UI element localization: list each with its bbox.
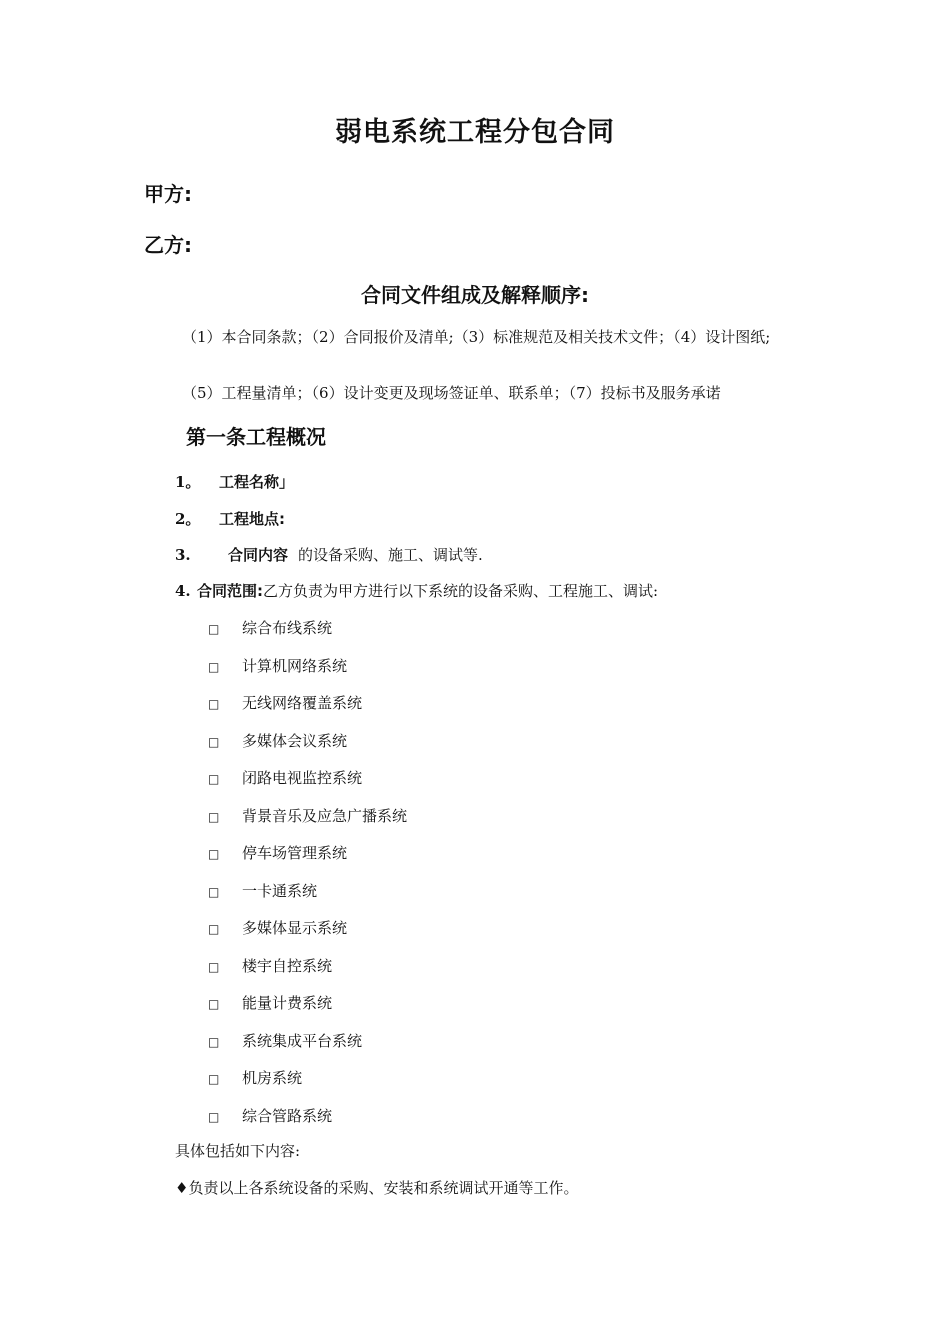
system-name: 楼宇自控系统	[242, 956, 333, 975]
system-name: 无线网络覆盖系统	[242, 694, 363, 712]
system-name: 计算机网络系统	[242, 656, 348, 675]
specifics-intro: 具体包括如下内容:	[175, 1142, 301, 1160]
system-name: 一卡通系统	[242, 881, 318, 900]
item-number: 3.	[175, 546, 191, 564]
system-list-item	[208, 842, 347, 863]
contract-documents-heading: 合同文件组成及解释顺序:	[361, 283, 589, 307]
checkbox-icon: □	[208, 847, 220, 861]
system-name: 能量计费系统	[242, 994, 333, 1012]
document-title: 弱电系统工程分包合同	[335, 117, 615, 148]
system-name: 多媒体会议系统	[242, 731, 348, 750]
party-a-label: 甲方:	[144, 182, 192, 206]
overview-item-project-name	[175, 471, 294, 492]
specifics-bullet: ♦负责以上各系统设备的采购、安装和系统调试开通等工作。	[175, 1179, 579, 1197]
item-label: 合同范围:	[197, 582, 263, 600]
item-number: 4.	[175, 582, 191, 600]
system-name: 综合管路系统	[242, 1106, 333, 1125]
contract-documents-paragraph-2: （5）工程量清单；（6）设计变更及现场签证单、联系单；（7）投标书及服务承诺	[182, 384, 721, 402]
checkbox-icon: □	[208, 997, 220, 1011]
system-list-item	[208, 955, 332, 976]
checkbox-icon: □	[208, 772, 220, 786]
contract-documents-paragraph-1: （1）本合同条款；（2）合同报价及清单;（3）标准规范及相关技术文件；（4）设计图纸;	[182, 328, 771, 346]
item-label: 工程名称」	[219, 473, 295, 491]
checkbox-icon: □	[208, 1109, 220, 1124]
checkbox-icon: □	[208, 734, 220, 749]
item-text: 乙方负责为甲方进行以下系统的设备采购、工程施工、调试:	[263, 582, 659, 600]
checkbox-icon: □	[208, 622, 220, 636]
item-number: 2。	[175, 510, 201, 528]
system-name: 闭路电视监控系统	[242, 769, 363, 787]
checkbox-icon: □	[208, 959, 220, 974]
overview-item-contract-content	[175, 544, 483, 565]
checkbox-icon: □	[208, 659, 220, 674]
system-list-item	[208, 992, 332, 1013]
system-list-item	[208, 805, 407, 826]
system-list-item	[208, 617, 332, 638]
system-list-item	[208, 917, 347, 938]
system-name: 背景音乐及应急广播系统	[242, 806, 408, 825]
checkbox-icon: □	[208, 809, 220, 824]
system-name: 系统集成平台系统	[242, 1031, 363, 1050]
system-name: 停车场管理系统	[242, 844, 348, 862]
system-name: 机房系统	[242, 1069, 303, 1087]
system-list-item	[208, 1030, 362, 1051]
item-text: 的设备采购、施工、调试等.	[298, 546, 483, 564]
system-list-item	[208, 655, 347, 676]
system-list-item	[208, 1067, 302, 1088]
system-name: 综合布线系统	[242, 619, 333, 637]
system-list-item	[208, 730, 347, 751]
checkbox-icon: □	[208, 1034, 220, 1049]
overview-item-contract-scope	[175, 580, 658, 601]
item-label: 工程地点:	[219, 510, 285, 528]
party-b-label: 乙方:	[144, 233, 192, 257]
checkbox-icon: □	[208, 922, 220, 936]
system-list-item	[208, 692, 362, 713]
system-list-item	[208, 767, 362, 788]
system-name: 多媒体显示系统	[242, 919, 348, 937]
overview-item-project-location	[175, 508, 285, 529]
item-label: 合同内容	[228, 546, 289, 564]
checkbox-icon: □	[208, 1072, 220, 1086]
item-number: 1。	[175, 473, 201, 491]
article-1-heading: 第一条工程概况	[186, 425, 326, 449]
system-list-item	[208, 1105, 332, 1126]
system-list-item	[208, 880, 317, 901]
checkbox-icon: □	[208, 884, 220, 899]
checkbox-icon: □	[208, 697, 220, 711]
